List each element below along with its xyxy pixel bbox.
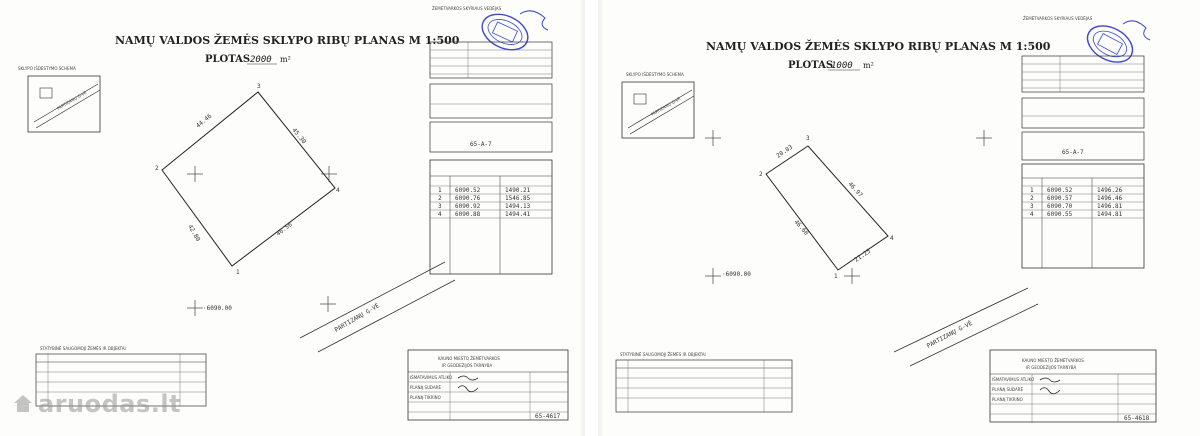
right-coord-x: 6090.57	[1047, 195, 1073, 202]
right-approval-header: ŽEMĖTVARKOS SKYRIAUS VEDĖJAS	[1023, 16, 1093, 21]
right-sheet-no: 65-4618	[1124, 415, 1150, 422]
right-coord-y: 1496.81	[1097, 203, 1123, 210]
right-coord-x: 6090.70	[1047, 203, 1073, 210]
left-vertex-2: 2	[155, 165, 159, 172]
table-row	[438, 195, 531, 202]
left-bottom-table-title: STATYBINĖ SAUGOMOJI ŽEMĖS IR OBJEKTAI	[40, 346, 126, 351]
left-org-line1: KAUNO MIESTO ŽEMĖTVARKOS	[438, 356, 500, 361]
right-approval-block	[1022, 16, 1150, 160]
left-coord-point: 2	[438, 195, 442, 202]
left-coord-point: 4	[438, 211, 442, 218]
right-approval-stamp	[1081, 19, 1150, 70]
right-parcel	[759, 135, 894, 280]
right-coord-y: 1494.81	[1097, 211, 1123, 218]
right-area-label: PLOTAS	[788, 60, 834, 71]
right-bottom-table-title: STATYBINĖ SAUGOMOJI ŽEMĖS IR OBJEKTAI	[620, 352, 706, 357]
left-coord-y: 1494.13	[505, 203, 531, 210]
right-vertex-4: 4	[890, 235, 894, 242]
right-coords-table	[1022, 164, 1144, 268]
right-area-line	[788, 60, 874, 71]
left-coord-point: 1	[438, 187, 442, 194]
left-approval-block	[430, 6, 552, 152]
left-plan-sheet	[0, 0, 585, 436]
right-location-scheme	[622, 82, 694, 138]
left-side-length-2: 45.30	[290, 126, 308, 146]
left-signature-2	[458, 386, 478, 392]
right-bottom-table	[616, 352, 792, 412]
right-vertex-1: 1	[834, 273, 838, 280]
left-approval-stamp	[476, 7, 548, 56]
left-coord-x: 6090.52	[455, 187, 481, 194]
left-area-value: 2000	[250, 55, 272, 65]
right-coord-point: 4	[1030, 211, 1034, 218]
right-scheme-street: PARTIZANŲ G-VĖ	[650, 95, 682, 117]
left-role-3: PLANĄ TIKRINO	[410, 395, 441, 400]
left-area-line	[205, 54, 291, 65]
left-street-label: PARTIZANŲ G-VĖ	[333, 302, 381, 334]
table-row	[1030, 203, 1123, 210]
left-side-length-4: 42.80	[186, 223, 202, 243]
right-street	[894, 288, 1038, 366]
left-sheet-no: 65-4617	[535, 413, 561, 420]
left-vertex-1: 1	[236, 269, 240, 276]
right-vertex-2: 2	[759, 171, 763, 178]
left-plan-drawing	[0, 0, 585, 436]
right-signature-1	[1040, 378, 1060, 382]
right-org-line2: IR GEODEZIJOS TARNYBA	[1026, 365, 1077, 370]
right-org-line1: KAUNO MIESTO ŽEMĖTVARKOS	[1022, 358, 1084, 363]
left-side-length-1: 44.46	[194, 112, 214, 130]
left-side-length-3: 46.56	[274, 221, 294, 238]
table-row	[1030, 195, 1123, 202]
left-street	[300, 262, 455, 352]
right-coord-point: 3	[1030, 203, 1034, 210]
left-coord-y: 1494.41	[505, 211, 531, 218]
left-grid-coordinate: ·6090.00	[203, 305, 232, 312]
right-coord-y: 1496.46	[1097, 195, 1123, 202]
left-vertex-4: 4	[336, 187, 340, 194]
table-row	[438, 203, 531, 210]
right-vertex-3: 3	[806, 135, 810, 142]
right-side-length-1: 20.03	[775, 143, 795, 160]
left-role-2: PLANĄ SUDARĖ	[410, 385, 441, 390]
right-coord-point: 2	[1030, 195, 1034, 202]
right-coord-x: 6090.52	[1047, 187, 1073, 194]
left-area-unit: m²	[280, 55, 291, 64]
right-grid-coordinate: ·6090.00	[722, 271, 751, 278]
left-coord-point: 3	[438, 203, 442, 210]
right-map-sheet-id: 65-A-7	[1062, 149, 1084, 156]
sheet-gap	[585, 0, 598, 436]
left-coord-x: 6090.76	[455, 195, 481, 202]
table-row	[1030, 211, 1123, 218]
left-map-sheet-id: 65-A-7	[470, 141, 492, 148]
right-grid-crosses	[705, 130, 992, 284]
right-side-length-2: 46.97	[846, 180, 864, 199]
left-coord-y: 1546.85	[505, 195, 531, 202]
left-scheme-street: PARTIZANŲ G-VĖ	[56, 89, 88, 111]
right-coord-x: 6090.55	[1047, 211, 1073, 218]
right-coord-y: 1496.26	[1097, 187, 1123, 194]
left-coord-y: 1490.21	[505, 187, 531, 194]
right-plan-drawing	[598, 0, 1200, 436]
right-area-value: 1000	[831, 61, 853, 71]
left-vertex-3: 3	[257, 83, 261, 90]
right-area-unit: m²	[863, 61, 874, 70]
right-role-1: IŠMATAVIMUS ATLIKO	[992, 377, 1035, 382]
left-scheme-label: SKLYPO IŠDĖSTYMO SCHEMA	[18, 66, 76, 71]
right-role-2: PLANĄ SUDARĖ	[992, 387, 1023, 392]
right-title-block	[990, 350, 1156, 422]
right-side-length-3: 21.25	[853, 247, 873, 264]
right-coord-point: 1	[1030, 187, 1034, 194]
right-sheet-edge	[598, 0, 604, 436]
house-icon	[12, 392, 34, 414]
right-street-label: PARTIZANŲ G-VĖ	[925, 319, 974, 350]
left-parcel	[155, 83, 340, 276]
left-area-label: PLOTAS	[205, 54, 251, 65]
left-coords-table	[430, 160, 552, 274]
table-row	[1030, 187, 1123, 194]
right-role-3: PLANĄ TIKRINO	[992, 397, 1023, 402]
watermark-text: aruodas.lt	[38, 390, 182, 418]
left-location-scheme	[28, 76, 100, 132]
left-title-block	[408, 350, 568, 420]
left-coord-x: 6090.88	[455, 211, 481, 218]
left-coord-x: 6090.92	[455, 203, 481, 210]
right-side-length-4: 46.60	[792, 218, 810, 237]
table-row	[438, 187, 531, 194]
left-plan-title: NAMŲ VALDOS ŽEMĖS SKLYPO RIBŲ PLANAS M 1:500	[115, 34, 460, 47]
left-role-1: IŠMATAVIMUS ATLIKO	[410, 375, 453, 380]
left-org-line2: IR GEODEZIJOS TARNYBA	[442, 363, 493, 368]
right-plan-title: NAMŲ VALDOS ŽEMĖS SKLYPO RIBŲ PLANAS M 1:500	[706, 40, 1051, 53]
left-approval-header: ŽEMĖTVARKOS SKYRIAUS VEDĖJAS	[432, 6, 502, 11]
left-signature-1	[458, 376, 478, 380]
right-plan-sheet	[598, 0, 1200, 436]
right-scheme-label: SKLYPO IŠDĖSTYMO SCHEMA	[626, 72, 684, 77]
right-signature-2	[1040, 388, 1060, 394]
table-row	[438, 211, 531, 218]
left-grid-crosses	[187, 166, 337, 316]
